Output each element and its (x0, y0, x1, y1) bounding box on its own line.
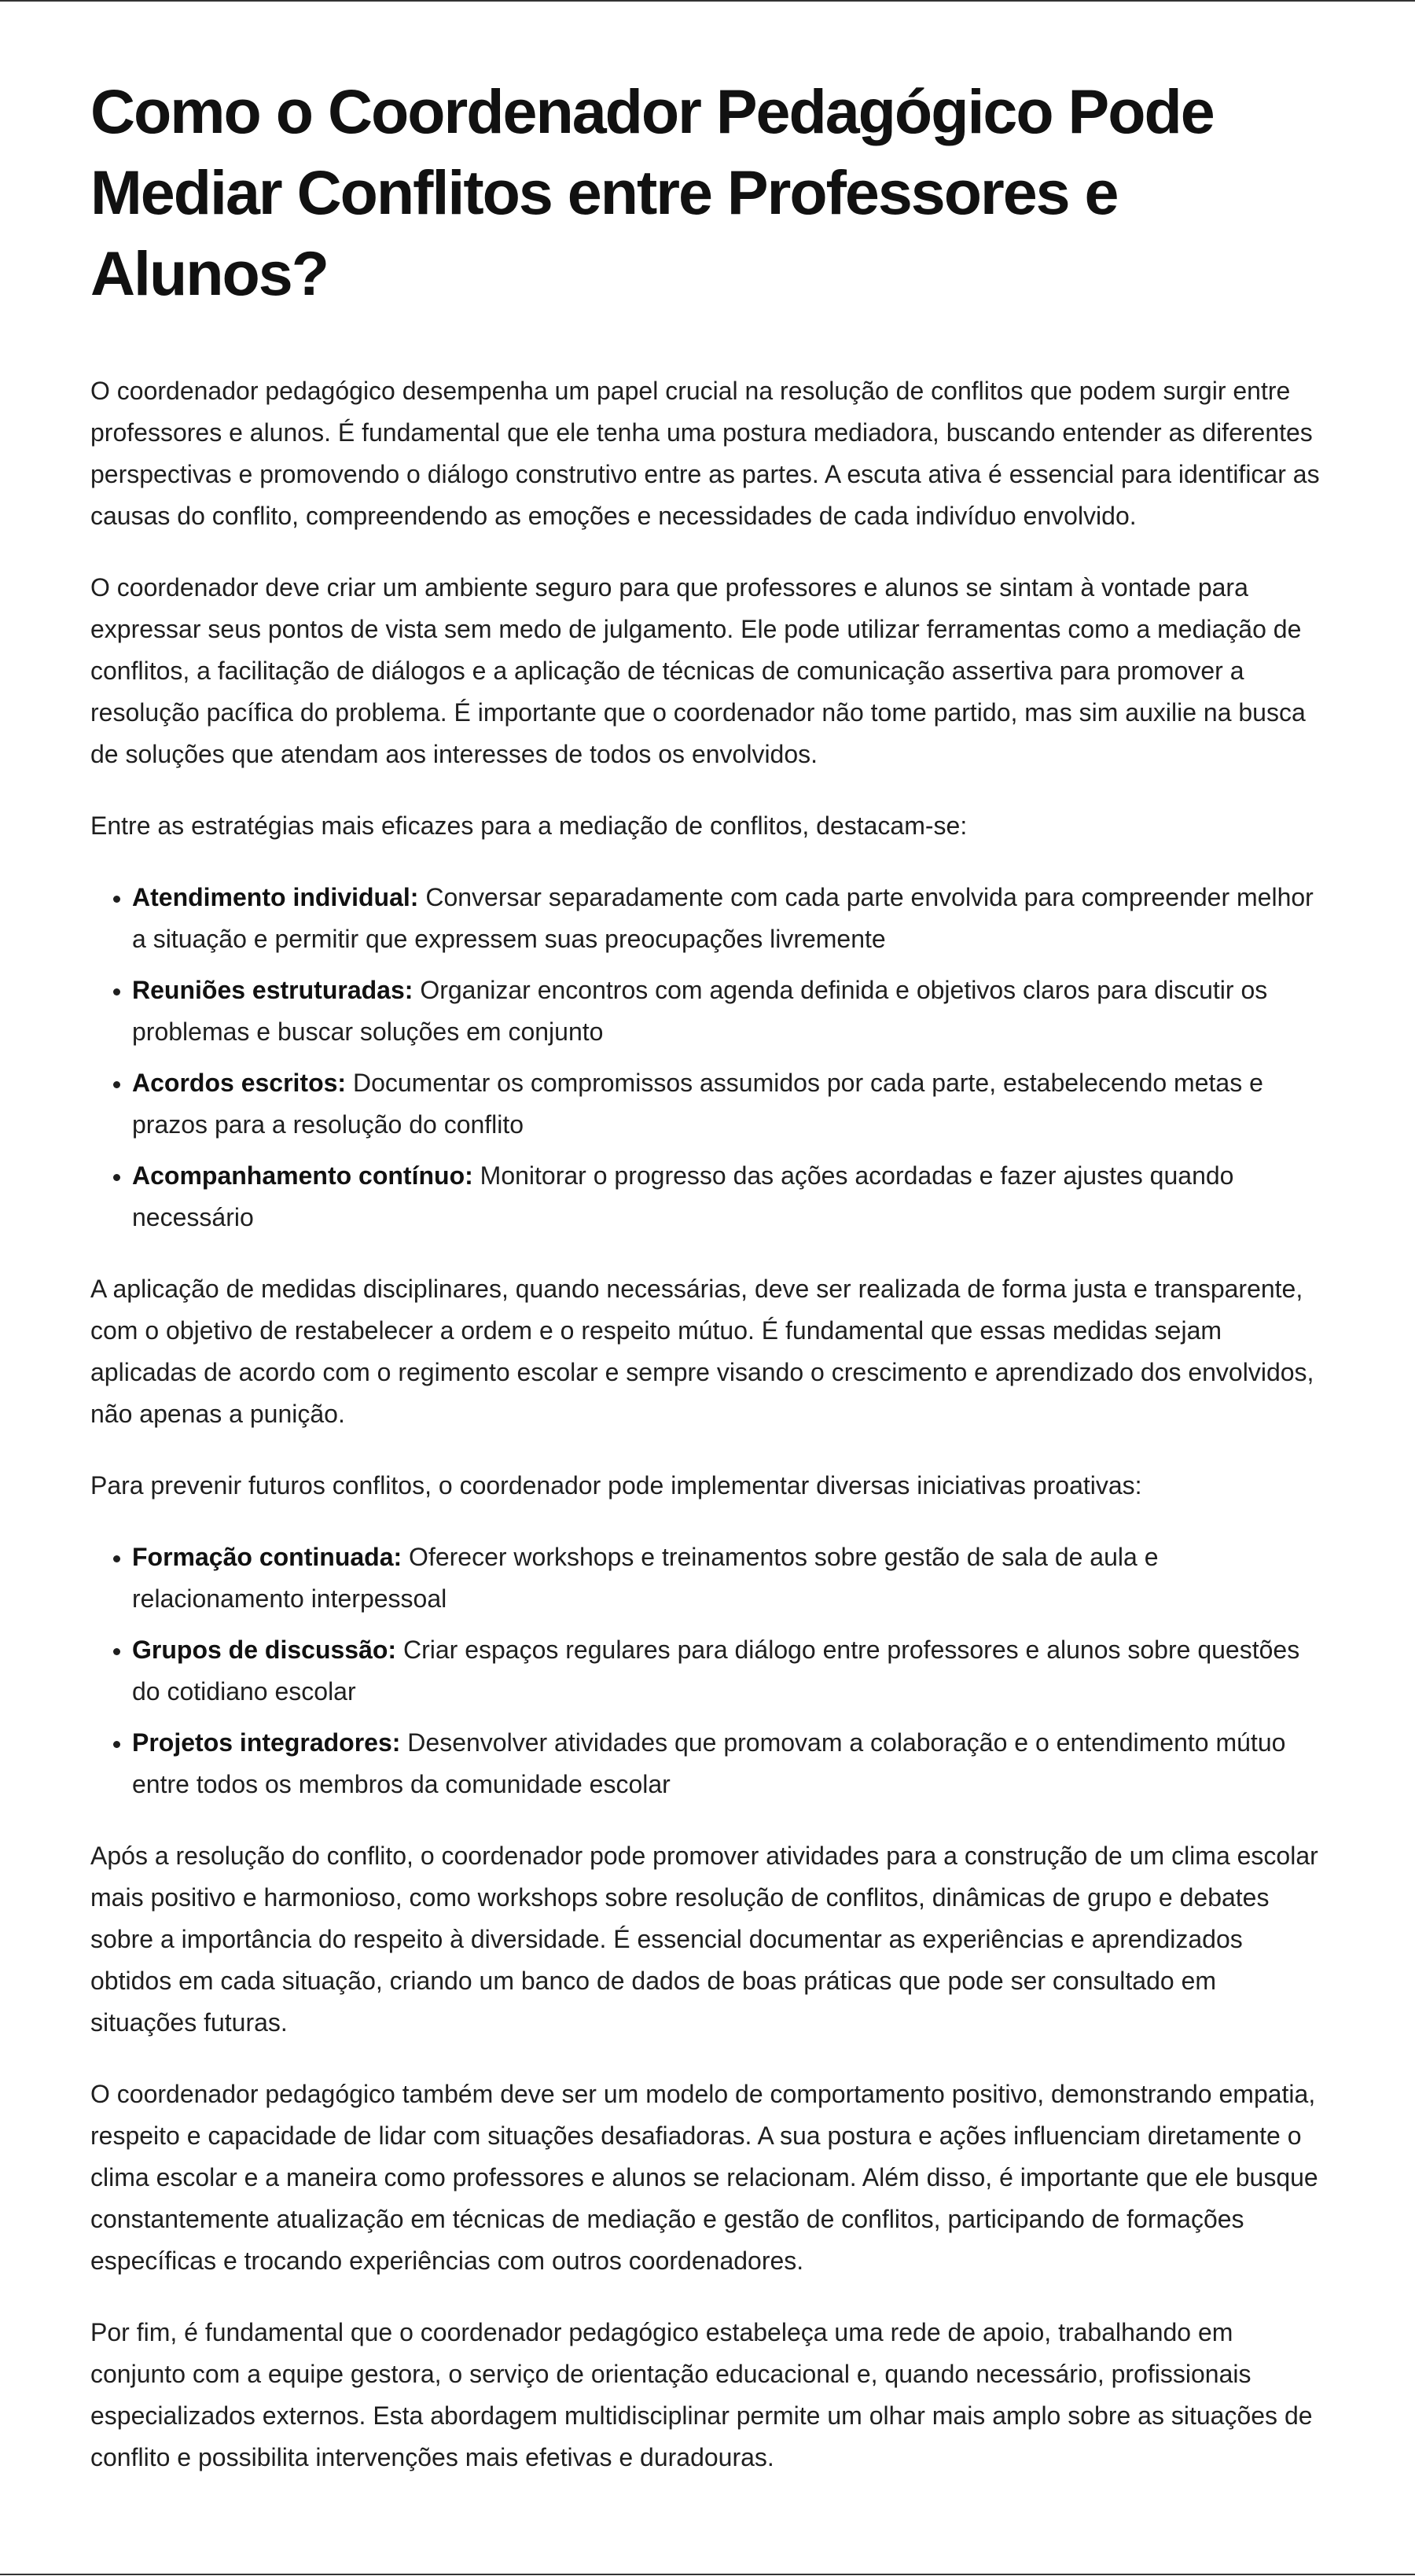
paragraph-strategies-lead: Entre as estratégias mais eficazes para a mediação de conflitos, destacam-se: (90, 811, 968, 840)
paragraph-role-model: O coordenador pedagógico também deve ser um modelo de comportamento positivo, demonstrando empatia, respeito e capacidade de lidar com situações desafiadoras. A sua postura e ações influenciam diretamente o clima escolar e a maneira como professores e alunos se relacionam. Além disso, é importante que ele busque constantemente atualização em técnicas de mediação e gestão de conflitos, participando de formações específicas e trocando experiências com outros coordenadores. (90, 2080, 1318, 2275)
list-item (132, 1629, 1325, 1713)
list-item-text: Criar espaços regulares para diálogo entre professores e alunos sobre questões do cotidiano escolar (132, 1636, 1300, 1706)
list-item-text: Desenvolver atividades que promovam a colaboração e o entendimento mútuo entre todos os membros da comunidade escolar (132, 1728, 1286, 1798)
top-divider (0, 0, 1415, 2)
list-item-term: Atendimento individual: (132, 883, 419, 911)
article-title: Como o Coordenador Pedagógico Pode Mediar Conflitos entre Professores e Alunos? (90, 76, 1214, 308)
paragraph-prevention-lead: Para prevenir futuros conflitos, o coordenador pode implementar diversas iniciativas proativas: (90, 1471, 1142, 1500)
paragraph-intro: O coordenador pedagógico desempenha um papel crucial na resolução de conflitos que podem surgir entre professores e alunos. É fundamental que ele tenha uma postura mediadora, buscando entender as diferentes perspectivas e promovendo o diálogo construtivo entre as partes. A escuta ativa é essencial para identificar as causas do conflito, compreendendo as emoções e necessidades de cada indivíduo envolvido. (90, 377, 1320, 530)
paragraph-support-network: Por fim, é fundamental que o coordenador pedagógico estabeleça uma rede de apoio, trabalhando em conjunto com a equipe gestora, o serviço de orientação educacional e, quando necessário, profissionais especializados externos. Esta abordagem multidisciplinar permite um olhar mais amplo sobre as situações de conflito e possibilita intervenções mais efetivas e duradouras. (90, 2318, 1313, 2471)
list-item-term: Acompanhamento contínuo: (132, 1161, 473, 1190)
list-item (132, 970, 1325, 1053)
article (90, 71, 1325, 2508)
initiatives-list (90, 1536, 1325, 1805)
list-item (132, 1722, 1325, 1805)
list-item-text: Conversar separadamente com cada parte envolvida para compreender melhor a situação e permitir que expressem suas preocupações livremente (132, 883, 1314, 953)
strategies-list (90, 877, 1325, 1238)
list-item-text: Organizar encontros com agenda definida e objetivos claros para discutir os problemas e buscar soluções em conjunto (132, 976, 1268, 1046)
list-item-term: Acordos escritos: (132, 1069, 347, 1097)
bottom-divider (0, 2574, 1415, 2575)
list-item-term: Grupos de discussão: (132, 1636, 397, 1664)
list-item-text: Documentar os compromissos assumidos por cada parte, estabelecendo metas e prazos para a resolução do conflito (132, 1069, 1263, 1139)
list-item (132, 877, 1325, 960)
list-item-term: Formação continuada: (132, 1543, 402, 1571)
list-item-text: Oferecer workshops e treinamentos sobre gestão de sala de aula e relacionamento interpessoal (132, 1543, 1159, 1613)
paragraph-safe-environment: O coordenador deve criar um ambiente seguro para que professores e alunos se sintam à vontade para expressar seus pontos de vista sem medo de julgamento. Ele pode utilizar ferramentas como a mediação de conflitos, a facilitação de diálogos e a aplicação de técnicas de comunicação assertiva para promover a resolução pacífica do problema. É importante que o coordenador não tome partido, mas sim auxilie na busca de soluções que atendam aos interesses de todos os envolvidos. (90, 573, 1306, 768)
list-item (132, 1062, 1325, 1146)
list-item-term: Reuniões estruturadas: (132, 976, 413, 1004)
paragraph-disciplinary: A aplicação de medidas disciplinares, quando necessárias, deve ser realizada de forma justa e transparente, com o objetivo de restabelecer a ordem e o respeito mútuo. É fundamental que essas medidas sejam aplicadas de acordo com o regimento escolar e sempre visando o crescimento e aprendizado dos envolvidos, não apenas a punição. (90, 1275, 1314, 1428)
list-item-term: Projetos integradores: (132, 1728, 401, 1757)
paragraph-after-resolution: Após a resolução do conflito, o coordenador pode promover atividades para a construção de um clima escolar mais positivo e harmonioso, como workshops sobre resolução de conflitos, dinâmicas de grupo e debates sobre a importância do respeito à diversidade. É essencial documentar as experiências e aprendizados obtidos em cada situação, criando um banco de dados de boas práticas que pode ser consultado em situações futuras. (90, 1842, 1318, 2037)
list-item-text: Monitorar o progresso das ações acordadas e fazer ajustes quando necessário (132, 1161, 1234, 1231)
list-item (132, 1536, 1325, 1620)
list-item (132, 1155, 1325, 1238)
